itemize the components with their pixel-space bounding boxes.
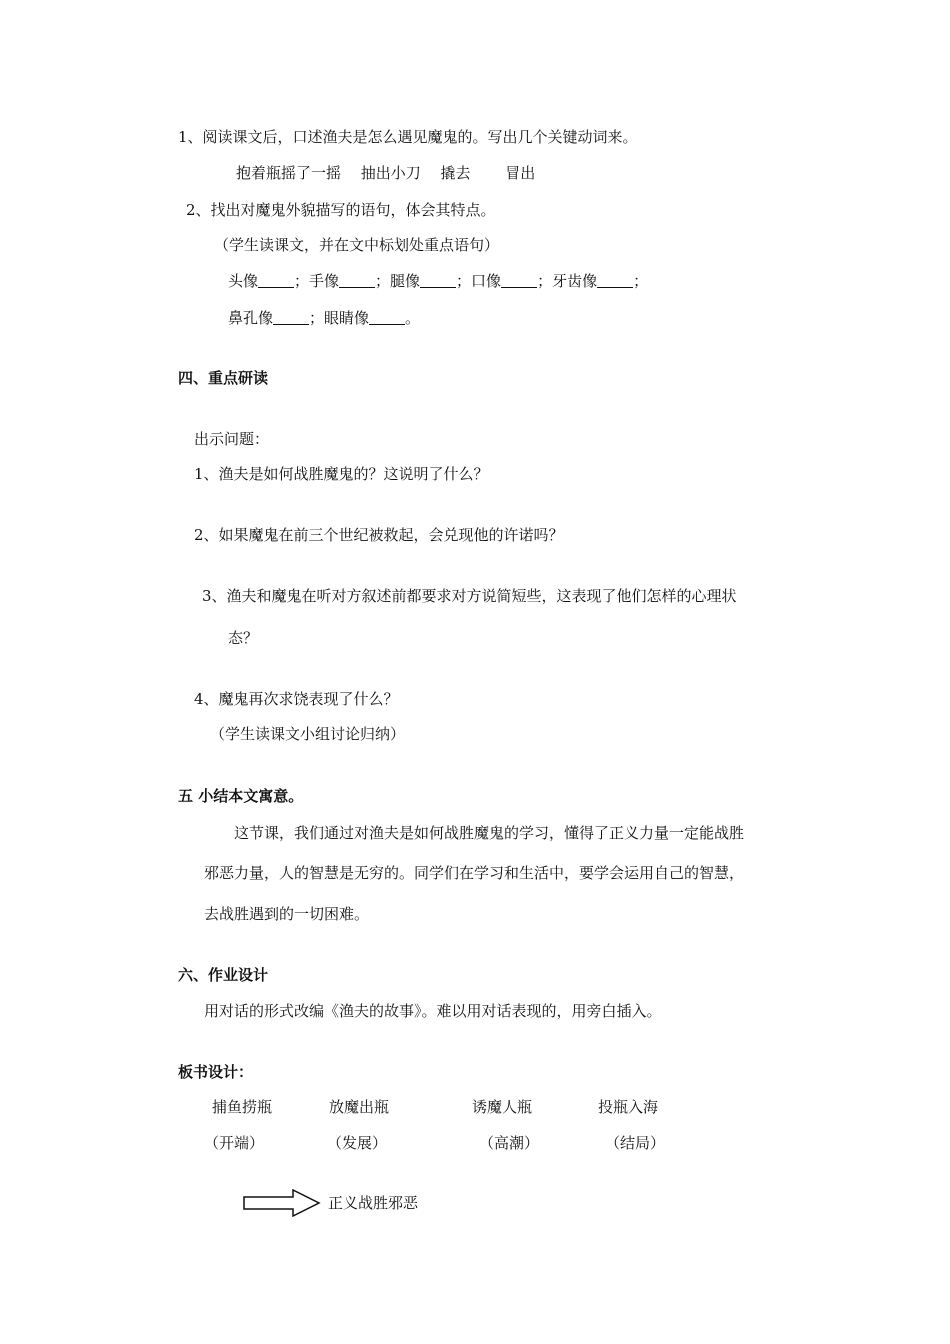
fill-blank [597,273,633,288]
section-4-question-4: 4、魔鬼再次求饶表现了什么？ [194,690,399,708]
section-4-question-3: 3、渔夫和魔鬼在听对方叙述前都要求对方说简短些，这表现了他们怎样的心理状 [202,587,737,605]
fill-blank [369,310,405,325]
right-arrow-icon [243,1189,321,1217]
blank-label: 头像 [228,272,259,290]
fill-blank [273,310,309,325]
board-item-title: 捕鱼捞瓶 [212,1098,273,1116]
section-5-paragraph-line-1: 这节课，我们通过对渔夫是如何战胜魔鬼的学习，懂得了正义力量一定能战胜 [234,824,745,842]
section-4-question-2: 2、如果魔鬼在前三个世纪被救起，会兑现他的许诺吗？ [194,526,564,544]
section-5-paragraph-line-2: 邪恶力量，人的智慧是无穷的。同学们在学习和生活中，要学会运用自己的智慧， [204,864,745,882]
fill-blank [258,273,294,288]
blank-label: ；口像 [456,272,502,290]
board-item-title: 投瓶入海 [598,1098,659,1116]
board-item-stage: （发展） [327,1134,388,1152]
fill-blank [501,273,537,288]
blank-label: ；眼睛像 [309,309,370,327]
board-item-stage: （高潮） [479,1134,540,1152]
section-4-note: （学生读课文小组讨论归纳） [210,725,406,743]
section-4-intro: 出示问题： [194,430,270,448]
blank-label: 鼻孔像 [228,309,274,327]
section-4-question-3-cont: 态？ [228,629,259,647]
board-conclusion: 正义战胜邪恶 [328,1194,419,1212]
blank-label: ；手像 [294,272,340,290]
section-6-heading: 六、作业设计 [178,966,269,984]
question-2-note: （学生读课文，并在文中标划处重点语句） [214,236,500,254]
section-4-question-1: 1、渔夫是如何战胜魔鬼的？这说明了什么？ [194,465,489,483]
blank-label: ；腿像 [375,272,421,290]
section-4-heading: 四、重点研读 [178,369,269,387]
board-item-title: 放魔出瓶 [329,1098,390,1116]
blank-label: ； [633,272,649,290]
board-item-stage: （开端） [204,1134,265,1152]
fill-blank [420,273,456,288]
section-5-heading: 五 小结本文寓意。 [178,787,304,805]
question-1-answer: 抱着瓶摇了一摇 抽出小刀 撬去 冒出 [236,164,536,182]
section-5-paragraph-line-3: 去战胜遇到的一切困难。 [204,905,370,923]
question-2: 2、找出对魔鬼外貌描写的语句，体会其特点。 [186,201,496,219]
blanks-row-2 [228,308,420,328]
question-1: 1、阅读课文后，口述渔夫是怎么遇见魔鬼的。写出几个关键动词来。 [178,128,638,146]
blanks-row-1 [228,271,648,291]
fill-blank [339,273,375,288]
board-item-stage: （结局） [605,1134,666,1152]
blank-label: 。 [405,309,421,327]
board-heading: 板书设计： [178,1063,254,1081]
board-item-title: 诱魔人瓶 [472,1098,533,1116]
blank-label: ；牙齿像 [537,272,598,290]
section-6-text: 用对话的形式改编《渔夫的故事》。难以用对话表现的，用旁白插入。 [204,1002,662,1020]
